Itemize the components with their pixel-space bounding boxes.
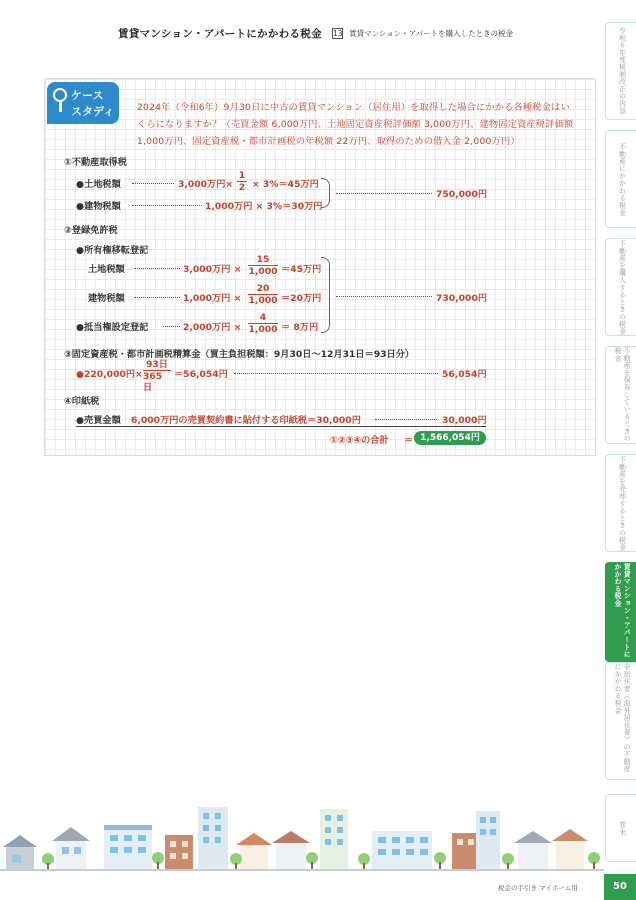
property-tax-heading: ③固定資産税・都市計画税精算金（買主負担税額：9月30日～12月31日＝93日分）: [64, 349, 415, 360]
tab-label: 非居住者（海外居住者）の不動産にかかわる税金: [613, 663, 631, 773]
leader-dots: [134, 268, 180, 269]
tab-label: 不動産にかかわる税金: [617, 142, 626, 216]
case-study-badge: [47, 82, 119, 124]
header-title: 賃貸マンション・アパートにかかわる税金: [118, 28, 322, 40]
fraction-denominator: 1,000: [248, 295, 278, 306]
tab-label: 賃貸マンション・アパートにかかわる税金: [613, 563, 631, 658]
leader-dots: [134, 297, 180, 298]
building-tax-calc: 1,000万円 × 3%＝30万円: [205, 201, 323, 212]
tab-appendix[interactable]: [605, 794, 636, 862]
registration-tax-total: 730,000円: [436, 293, 488, 304]
acquisition-tax-heading: ①不動産取得税: [64, 157, 127, 168]
tab-purchase-taxes[interactable]: [605, 238, 636, 336]
grand-total-label: ①②③④の合計: [330, 435, 389, 446]
total-rule: [76, 426, 486, 427]
fraction-numerator: 15: [256, 254, 270, 265]
magnifier-icon: [53, 88, 67, 102]
case-study-question: 2024年（令和6年）9月30日に中古の賃貸マンション（居住用）を取得した場合にかかる各種税金はいくらになりますか？（売買金額 6,000万円、土地固定資産税評価額 3,000万円、建物固定資産税評価額 1,000万円、固定資産税・都市計画税の年税額 22万円、取得のための借入金 2,000万円）: [137, 102, 574, 147]
leader-dots: [132, 183, 174, 184]
reg-building-fraction: [248, 283, 278, 306]
mortgage-result: ＝ 8万円: [281, 322, 319, 333]
reg-land-result: ＝45万円: [281, 264, 322, 275]
leader-dots: [375, 419, 437, 420]
tab-label: 令和６年度税制改正の内容: [617, 27, 626, 115]
page-header: [118, 22, 588, 38]
tab-label: 巻末: [617, 820, 626, 836]
leader-dots: [336, 296, 432, 297]
leader-dots: [132, 205, 202, 206]
property-tax-total: 56,054円: [442, 369, 487, 380]
land-tax-label: ●土地税額: [76, 179, 121, 190]
footer-text: 税金の手引き マイホーム用: [498, 884, 578, 892]
grand-total-value: 1,566,054円: [414, 431, 486, 445]
tab-real-estate-taxes[interactable]: [605, 130, 636, 228]
mortgage-base: 2,000万円 ×: [183, 322, 242, 333]
section-number-badge: 13: [332, 29, 343, 38]
tab-label: 不動産を購入するときの税金: [617, 239, 626, 335]
fraction-numerator: 93日: [146, 359, 168, 370]
reg-land-label: 土地税額: [88, 264, 125, 275]
land-tax-fraction: [237, 170, 247, 193]
tab-tax-reform[interactable]: [605, 22, 636, 120]
leader-dots: [163, 326, 180, 327]
stamp-tax-calc: 6,000万円の売買契約書に貼付する印紙税＝30,000円: [131, 415, 361, 426]
reg-land-base: 3,000万円 ×: [183, 264, 242, 275]
land-tax-result: × 3%＝45万円: [252, 179, 319, 190]
header-subtitle: 賃貸マンション・アパートを購入したときの税金: [349, 29, 514, 38]
stamp-tax-label: ●売買金額: [76, 415, 121, 426]
building-tax-label: ●建物税額: [76, 201, 121, 212]
brace: [321, 178, 330, 208]
fraction-denominator: 1,000: [248, 266, 278, 277]
town-skyline: [0, 807, 604, 871]
ownership-transfer-label: ●所有権移転登記: [76, 245, 149, 256]
reg-building-base: 1,000万円 ×: [183, 293, 242, 304]
magnifier-handle: [59, 102, 62, 112]
leader-dots: [336, 193, 432, 194]
grand-total-equals: ＝: [404, 435, 414, 446]
tab-label: 不動産を売却するときの税金: [617, 455, 626, 551]
reg-land-fraction: [248, 254, 278, 277]
fraction-numerator: 20: [256, 283, 270, 294]
tab-rental-taxes[interactable]: [605, 562, 636, 662]
reg-building-result: ＝20万円: [281, 293, 322, 304]
brace: [321, 257, 330, 333]
mortgage-fraction: [248, 312, 278, 335]
land-tax-base: 3,000万円×: [178, 179, 234, 190]
fraction-denominator: 2: [238, 182, 246, 193]
reg-building-label: 建物税額: [88, 293, 125, 304]
registration-tax-heading: ②登録免許税: [64, 225, 118, 236]
stamp-tax-heading: ④印紙税: [64, 396, 100, 407]
page-number: 50: [604, 874, 636, 900]
fraction-numerator: 4: [259, 312, 267, 323]
leader-dots: [234, 373, 438, 374]
property-tax-result: ＝56,054円: [174, 369, 228, 380]
tab-holding-taxes[interactable]: [605, 346, 636, 444]
tab-label: 不動産を保有しているときの税金: [613, 347, 631, 442]
property-tax-base: ●220,000円×: [76, 369, 143, 380]
badge-line-2: スタディ: [71, 105, 115, 118]
tab-sale-taxes[interactable]: [605, 454, 636, 552]
town-illustration: [0, 795, 604, 875]
acquisition-tax-total: 750,000円: [436, 189, 488, 200]
property-tax-fraction: [143, 359, 171, 393]
fraction-numerator: 1: [238, 170, 246, 181]
badge-line-1: ケース: [71, 89, 104, 102]
stamp-tax-total: 30,000円: [442, 415, 487, 426]
fraction-denominator: 1,000: [248, 324, 278, 335]
tab-nonresident-taxes[interactable]: [605, 662, 636, 780]
fraction-denominator: 365日: [143, 371, 163, 393]
mortgage-label: ●抵当権設定登記: [76, 322, 149, 333]
